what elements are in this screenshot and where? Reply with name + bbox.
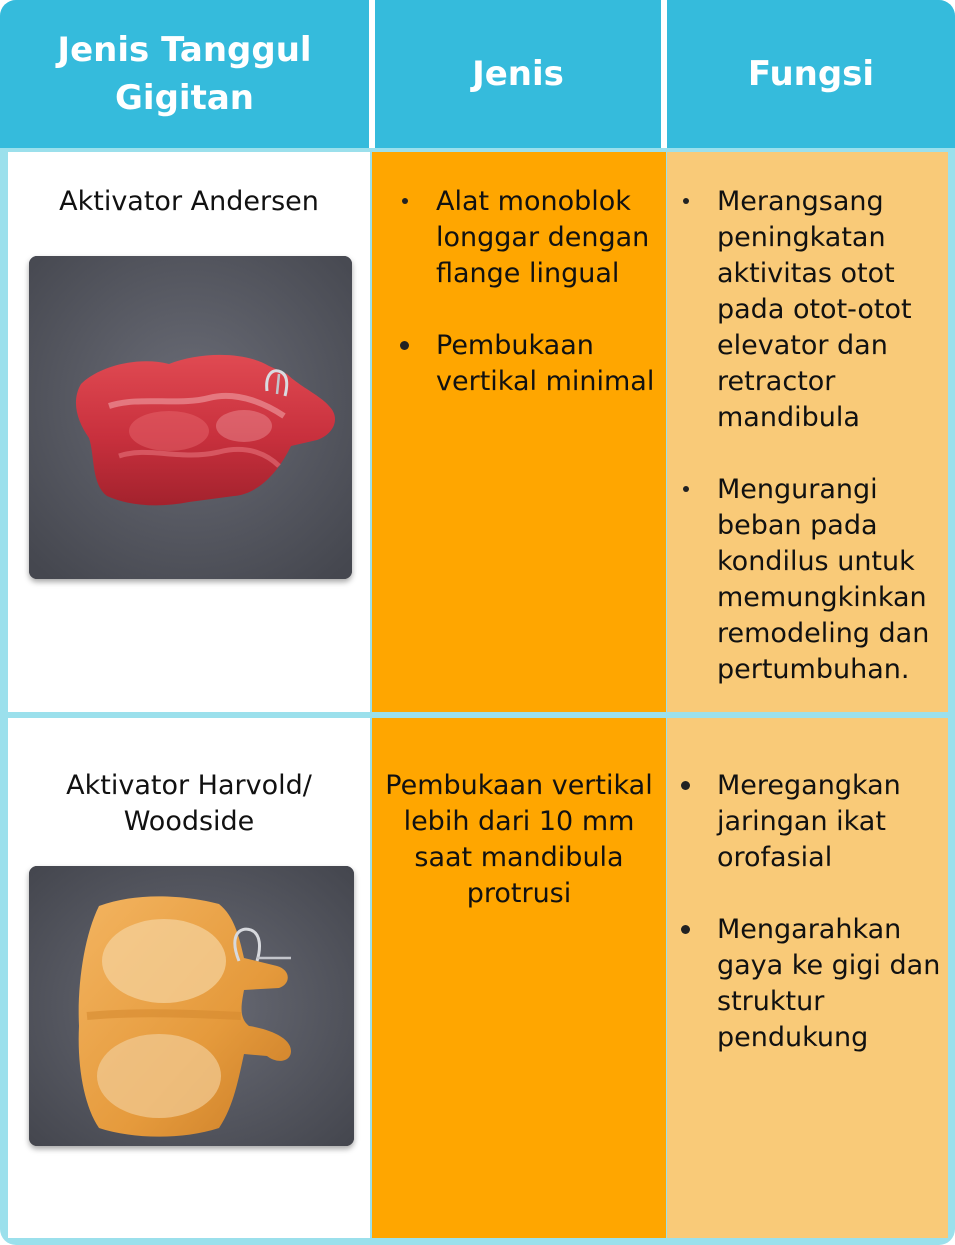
device-name: Aktivator Andersen bbox=[59, 186, 319, 217]
list-item: Mengurangi beban pada kondilus untuk memungkinkan remodeling dan pertumbuhan. bbox=[673, 472, 945, 688]
bullet-icon bbox=[681, 781, 690, 790]
header-label: Fungsi bbox=[747, 54, 875, 94]
row2-jenis-cell bbox=[372, 718, 666, 1238]
list-item: Merangsang peningkatan aktivitas otot pada otot-otot elevator dan retractor mandibula bbox=[673, 184, 945, 436]
list-item: Mengarahkan gaya ke gigi dan struktur pendukung bbox=[673, 912, 945, 1056]
row2-name-cell bbox=[8, 718, 370, 1238]
header-label: Jenis Tanggul Gigitan bbox=[57, 30, 312, 118]
aktivator-harvold-woodside-photo bbox=[29, 866, 354, 1146]
header-col-fungsi bbox=[667, 0, 955, 148]
header-col-jenis-tanggul-gigitan bbox=[0, 0, 369, 148]
bullet-icon bbox=[683, 486, 689, 492]
list-item: Pembukaan vertikal minimal bbox=[392, 328, 662, 400]
fungsi-list bbox=[673, 768, 945, 1092]
list-item: Meregangkan jaringan ikat orofasial bbox=[673, 768, 945, 876]
header-label: Jenis bbox=[472, 54, 564, 94]
aktivator-andersen-image bbox=[29, 256, 352, 579]
row1-jenis-cell bbox=[372, 152, 666, 712]
fungsi-list bbox=[673, 184, 945, 724]
row1-fungsi-cell bbox=[667, 152, 948, 712]
jenis-text: Pembukaan vertikal lebih dari 10 mm saat mandibula protrusi bbox=[385, 770, 653, 909]
aktivator-andersen-photo bbox=[29, 256, 352, 579]
jenis-list bbox=[392, 184, 662, 436]
header-col-jenis bbox=[375, 0, 661, 148]
row2-fungsi-cell bbox=[667, 718, 948, 1238]
aktivator-harvold-woodside-image bbox=[29, 866, 354, 1146]
bullet-icon bbox=[400, 341, 409, 350]
bullet-icon bbox=[683, 198, 689, 204]
bullet-icon bbox=[402, 198, 408, 204]
device-name: Aktivator Harvold/ Woodside bbox=[66, 770, 312, 837]
row1-name-cell bbox=[8, 152, 370, 712]
list-item: Alat monoblok longgar dengan flange lingual bbox=[392, 184, 662, 292]
bullet-icon bbox=[681, 925, 690, 934]
